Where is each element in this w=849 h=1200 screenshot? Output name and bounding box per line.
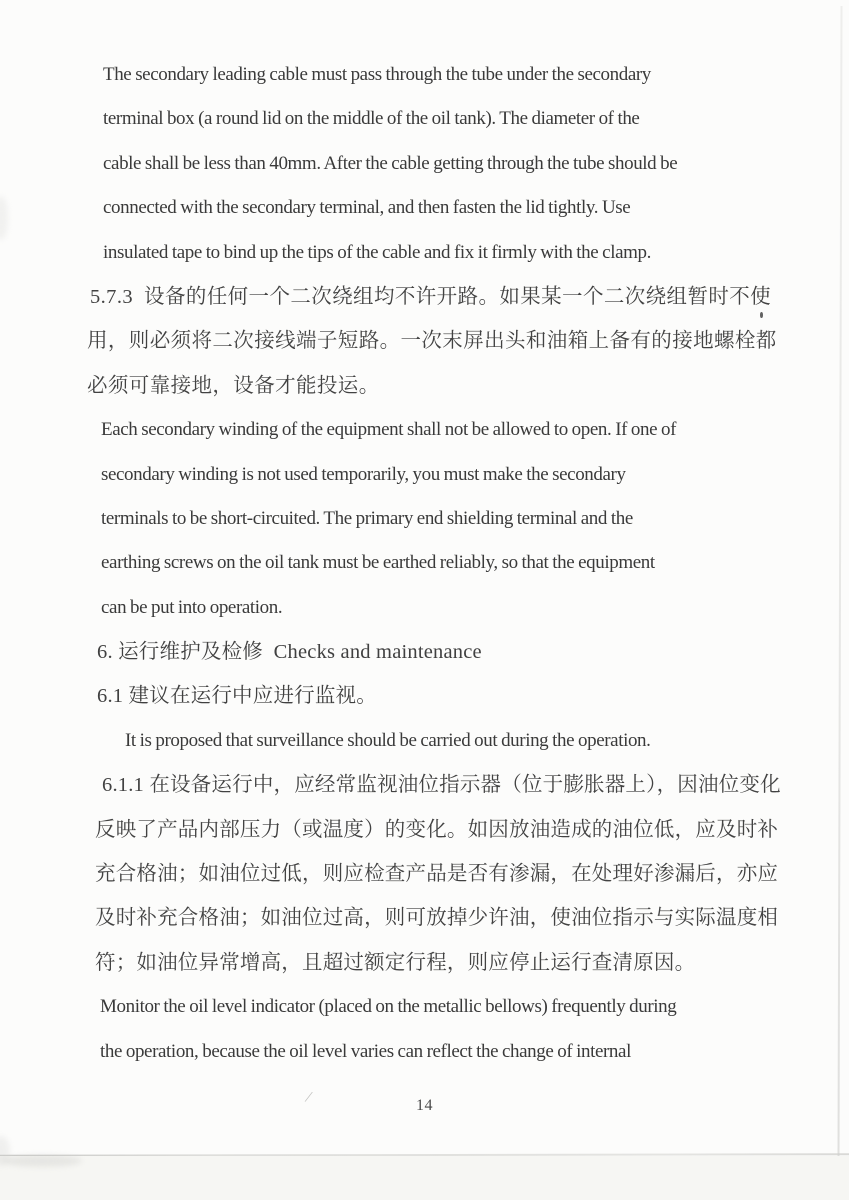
text-line: Each secondary winding of the equipment shall not be allowed to open. If one of (101, 419, 677, 441)
text-line: Monitor the oil level indicator (placed on the metallic bellows) frequently during (100, 996, 677, 1018)
text-line: earthing screws on the oil tank must be earthed reliably, so that the equipment (101, 552, 655, 574)
text-line: can be put into operation. (101, 596, 283, 618)
text-line: 及时补充合格油；如油位过高，则可放掉少许油，使油位指示与实际温度相 (95, 907, 779, 930)
document-text-block (0, 53, 849, 1074)
text-line: the operation, because the oil level varies can reflect the change of internal (100, 1040, 631, 1062)
text-line: terminals to be short-circuited. The primary end shielding terminal and the (101, 507, 633, 529)
text-line: 5.7.3 设备的任何一个二次绕组均不许开路。如果某一个二次绕组暂时不使 (90, 285, 772, 308)
text-line: 充合格油；如油位过低，则应检查产品是否有渗漏，在处理好渗漏后，亦应 (95, 863, 779, 886)
text-line: 6.1 建议在运行中应进行监视。 (97, 685, 377, 708)
text-line: The secondary leading cable must pass through the tube under the secondary (103, 64, 651, 85)
text-line: 符；如油位异常增高，且超过额定行程，则应停止运行查清原因。 (95, 951, 696, 974)
text-line: 必须可靠接地，设备才能投运。 (87, 374, 380, 397)
ink-speck (760, 312, 763, 318)
text-line: terminal box (a round lid on the middle of the oil tank). The diameter of the (103, 108, 640, 130)
text-line: 反映了产品内部压力（或温度）的变化。如因放油造成的油位低，应及时补 (95, 818, 779, 841)
pen-slash-mark: / (304, 1088, 312, 1107)
text-line: 6.1.1 在设备运行中，应经常监视油位指示器（位于膨胀器上），因油位变化 (102, 774, 781, 797)
text-line: 6. 运行维护及检修 Checks and maintenance (97, 641, 482, 664)
scan-smudge (2, 1155, 82, 1167)
text-line: secondary winding is not used temporarily, you must make the secondary (101, 463, 626, 485)
page-number: 14 (416, 1097, 433, 1114)
text-line: insulated tape to bind up the tips of the cable and fix it firmly with the clamp. (103, 241, 651, 263)
text-line: connected with the secondary terminal, and then fasten the lid tightly. Use (103, 197, 631, 219)
text-line: 用，则必须将二次接线端子短路。一次末屏出头和油箱上备有的接地螺栓都 (87, 330, 777, 353)
text-line: It is proposed that surveillance should be carried out during the operation. (125, 729, 651, 751)
text-line: cable shall be less than 40mm. After the cable getting through the tube should be (103, 152, 678, 174)
scanner-background-strip (0, 1156, 849, 1200)
